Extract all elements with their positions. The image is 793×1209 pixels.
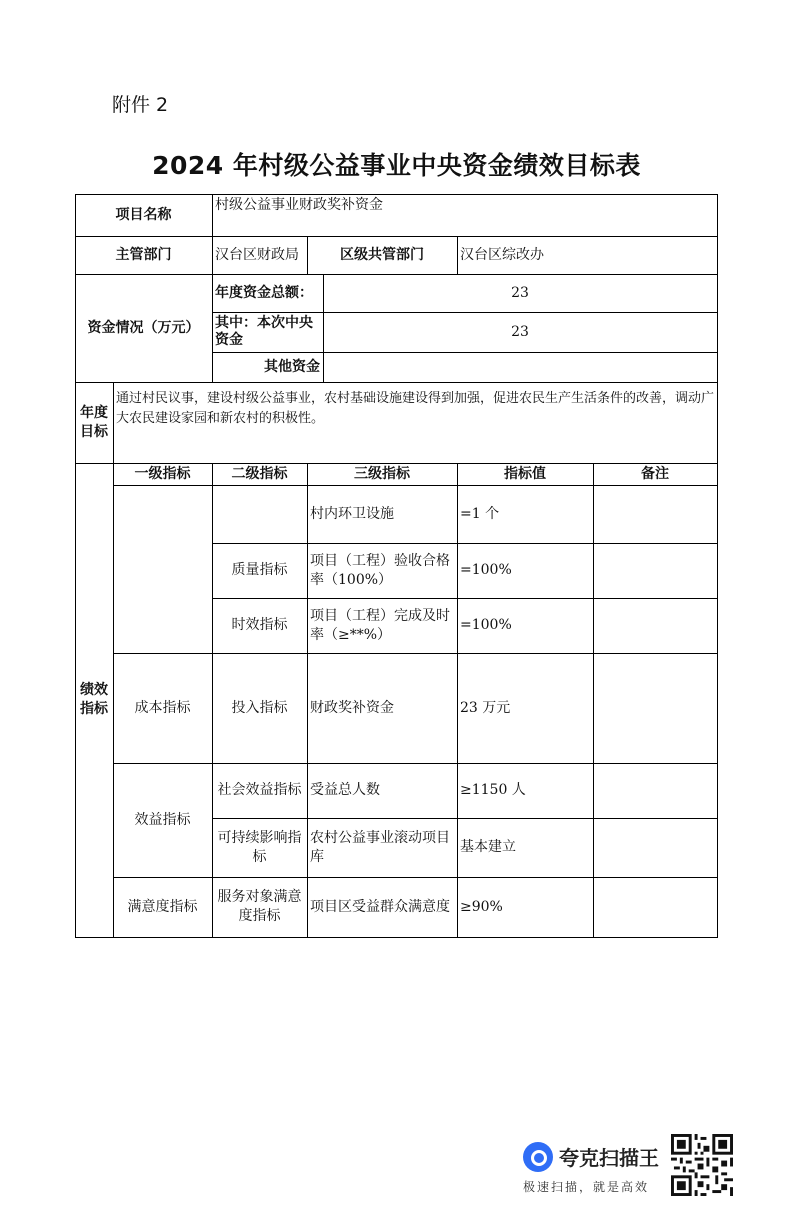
performance-table [75,194,718,938]
level3-cell: 农村公益事业滚动项目库 [310,829,450,865]
central-funds-value: 23 [511,323,529,340]
value-cell: =100% [460,617,512,633]
level3-cell: 项目（工程）验收合格率（100%） [310,552,450,588]
value-cell: 基本建立 [460,839,516,855]
level1-output [113,485,212,653]
level2-cell: 时效指标 [231,617,288,633]
brand-slogan: 极速扫描，就是高效 [523,1180,650,1194]
value-cell: ≥1150 人 [460,782,526,798]
value-cell: ≥90% [460,898,503,915]
level1-cell: 效益指标 [134,811,191,828]
dept-label: 主管部门 [115,246,172,263]
value-cell: =1 个 [460,505,500,522]
note-cell [593,598,717,653]
level2-cell: 社会效益指标 [217,782,302,798]
level3-cell: 项目区受益群众满意度 [310,898,450,915]
annual-goal-label: 年度目标 [80,404,108,440]
header-value: 指标值 [504,465,546,482]
note-cell [593,543,717,598]
scanner-brand [523,1138,663,1198]
note-cell [593,485,717,543]
level3-cell: 受益总人数 [310,782,380,798]
level2-cell: 可持续影响指标 [217,829,302,865]
level1-cell: 成本指标 [134,699,191,716]
level2-cell: 质量指标 [231,562,288,578]
level3-cell: 项目（工程）完成及时率（≥**%） [310,607,450,643]
qr-code-icon [671,1134,733,1196]
note-cell [593,818,717,877]
header-level2: 二级指标 [231,465,288,482]
page-title: 2024 年村级公益事业中央资金绩效目标表 [152,151,641,180]
brand-name: 夸克扫描王 [559,1146,659,1170]
project-name-label: 项目名称 [115,206,172,223]
level2-cell: 投入指标 [231,699,288,716]
district-dept-label: 区级共管部门 [340,246,424,263]
header-note: 备注 [641,465,669,482]
level2-cell: 服务对象满意度指标 [217,889,302,924]
quark-logo-icon [523,1142,553,1172]
value-cell: 23 万元 [460,699,511,716]
level3-cell: 财政奖补资金 [310,699,394,716]
dept-value: 汉台区财政局 [215,246,299,263]
header-level1: 一级指标 [134,465,191,482]
central-funds-label: 其中：本次中央资金 [215,315,313,348]
level3-cell: 村内环卫设施 [310,505,394,522]
note-cell [593,877,717,937]
annual-total-label: 年度资金总额： [215,284,313,301]
other-funds-value [323,352,717,382]
level2-cell [212,485,307,543]
level1-cell: 满意度指标 [127,898,198,915]
project-name-value: 村级公益事业财政奖补资金 [215,197,383,213]
note-cell [593,763,717,818]
annual-total-value: 23 [511,284,529,301]
other-funds-label: 其他资金 [264,358,320,375]
note-cell [593,653,717,763]
header-level3: 三级指标 [354,465,410,482]
annual-goal-text: 通过村民议事，建设村级公益事业，农村基础设施建设得到加强，促进农民生产生活条件的改善，调动广大农民建设家园和新农村的积极性。 [116,391,715,426]
value-cell: =100% [460,562,512,578]
funds-label: 资金情况（万元） [87,319,200,336]
indicators-section-label: 绩效指标 [80,682,108,717]
attachment-label: 附件 2 [112,94,169,116]
district-dept-value: 汉台区综改办 [460,246,544,263]
